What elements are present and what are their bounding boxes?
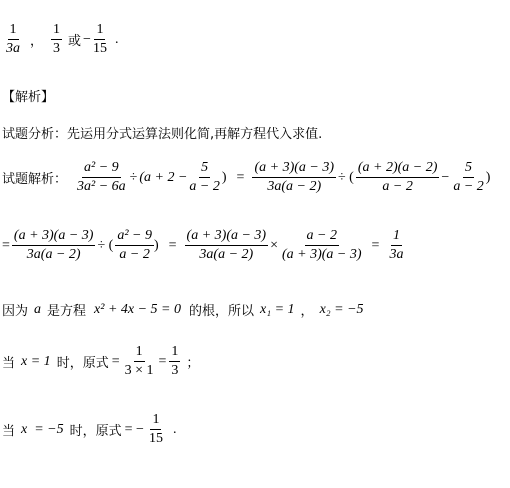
- analysis-line: [2, 123, 322, 142]
- solution-line-1: [2, 160, 490, 195]
- numerator: 5: [463, 160, 474, 178]
- denominator: a − 2: [189, 179, 220, 194]
- divide-sign: ÷ (: [97, 237, 114, 253]
- expression: (a + 2 −: [139, 169, 188, 185]
- answer-line: [4, 22, 118, 57]
- text: 当: [2, 424, 16, 439]
- root-2: x₂ = −5: [319, 301, 364, 317]
- equals-sign: =: [371, 237, 380, 253]
- times-sign: ×: [270, 237, 278, 253]
- numerator: 1: [94, 22, 105, 40]
- denominator: 3a² − 6a: [77, 179, 126, 194]
- denominator: 3 × 1: [124, 363, 154, 378]
- fraction: [75, 160, 128, 195]
- numerator: (a + 3)(a − 3): [12, 228, 96, 246]
- text: 因为: [2, 304, 29, 319]
- analysis-label: 试题分析：: [2, 127, 68, 142]
- text: 时，原式: [56, 356, 109, 371]
- equals-sign: =: [111, 353, 120, 369]
- denominator: a − 2: [119, 247, 150, 262]
- denominator: 3a: [6, 41, 20, 56]
- numerator: (a + 2)(a − 2): [356, 160, 440, 178]
- fraction: [280, 228, 364, 263]
- text: 的根，所以: [189, 304, 255, 319]
- text: 时，原式: [69, 424, 122, 439]
- numerator: 1: [169, 344, 180, 362]
- solution-line-2: [2, 228, 405, 263]
- fraction: [169, 344, 180, 379]
- denominator: 15: [148, 431, 163, 446]
- equals-sign: = −: [124, 421, 144, 437]
- numerator: 1: [150, 412, 161, 430]
- text: 当: [2, 356, 16, 371]
- root-1: x₁ = 1: [260, 301, 295, 317]
- denominator: a − 2: [453, 179, 484, 194]
- numerator: (a + 3)(a − 3): [252, 160, 336, 178]
- period: .: [172, 421, 177, 437]
- minus-sign: −: [83, 31, 91, 47]
- denominator: 3a(a − 2): [199, 247, 254, 262]
- equals-sign: =: [236, 169, 245, 185]
- paren-close: ): [485, 169, 491, 185]
- denominator: a − 2: [382, 179, 413, 194]
- solution-line-3: [2, 300, 364, 319]
- text: 是方程: [47, 304, 87, 319]
- fraction: [252, 160, 336, 195]
- separator: ，: [30, 34, 44, 49]
- fraction: [123, 344, 156, 379]
- fraction: [115, 228, 154, 263]
- denominator: 15: [92, 41, 107, 56]
- fraction: [451, 160, 485, 195]
- solution-line-5: [2, 412, 176, 447]
- numerator: a − 2: [305, 228, 339, 246]
- solution-line-4: [2, 344, 199, 379]
- condition: x = −5: [21, 421, 64, 437]
- variable: a: [34, 301, 42, 317]
- numerator: 1: [134, 344, 145, 362]
- denominator: 3: [171, 363, 179, 378]
- semicolon: ；: [186, 356, 200, 371]
- fraction: [387, 228, 405, 263]
- answer-fraction-2: [51, 22, 62, 57]
- denominator: 3a: [389, 247, 404, 262]
- numerator: 1: [391, 228, 402, 246]
- minus-sign: −: [441, 169, 450, 185]
- paren-close: ): [221, 169, 227, 185]
- equals-sign: =: [2, 237, 10, 253]
- numerator: (a + 3)(a − 3): [185, 228, 269, 246]
- numerator: 5: [199, 160, 210, 178]
- separator: ，: [300, 304, 314, 319]
- numerator: a² − 9: [115, 228, 154, 246]
- paren-close: ): [153, 237, 159, 253]
- equation: x² + 4x − 5 = 0: [94, 301, 181, 317]
- equals-sign: =: [168, 237, 177, 253]
- fraction: [12, 228, 96, 263]
- equals-sign: =: [158, 353, 167, 369]
- section-heading: 【解析】: [2, 90, 55, 105]
- fraction: [356, 160, 440, 195]
- answer-fraction-3: [91, 22, 109, 57]
- divide-sign: ÷: [129, 169, 138, 185]
- analysis-text: 先运用分式运算法则化简,再解方程代入求值.: [67, 127, 323, 142]
- solution-label: 试题解析：: [2, 172, 68, 187]
- answer-fraction-1: [4, 22, 22, 57]
- condition: x = 1: [21, 353, 51, 369]
- denominator: 3a(a − 2): [26, 247, 81, 262]
- fraction: [187, 160, 221, 195]
- period: .: [114, 31, 119, 47]
- numerator: a² − 9: [82, 160, 121, 178]
- denominator: (a + 3)(a − 3): [282, 247, 362, 262]
- divide-sign: ÷ (: [338, 169, 354, 185]
- numerator: 1: [51, 22, 62, 40]
- numerator: 1: [8, 22, 19, 40]
- denominator: 3: [53, 41, 61, 56]
- fraction: [185, 228, 269, 263]
- or-word: 或: [68, 34, 82, 49]
- fraction: [147, 412, 165, 447]
- denominator: 3a(a − 2): [267, 179, 322, 194]
